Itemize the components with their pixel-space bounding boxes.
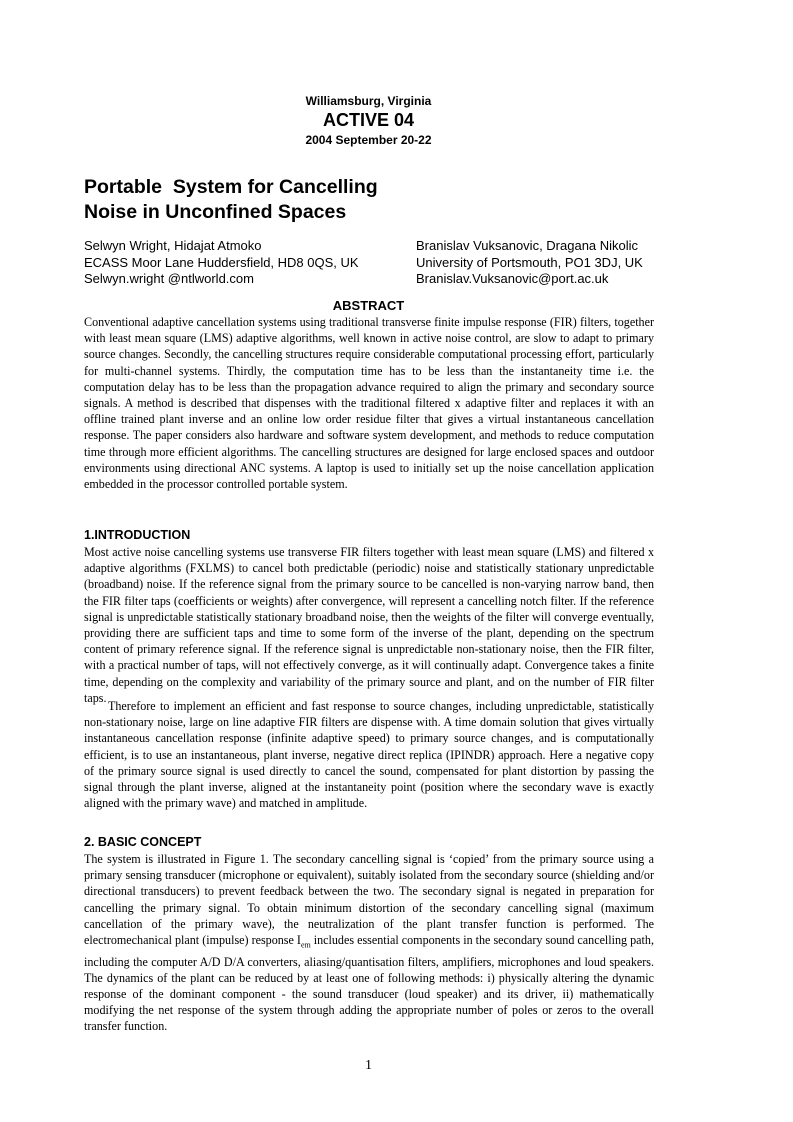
plant-response-subscript: em — [300, 940, 311, 950]
paper-title-line-2: Noise in Unconfined Spaces — [84, 201, 347, 223]
authors-right-block — [416, 238, 643, 288]
author-email-left: Selwyn.wright @ntlworld.com — [84, 271, 254, 286]
paper-title — [84, 175, 378, 225]
paper-title-line-1: Portable System for Cancelling — [84, 176, 378, 198]
author-names-right: Branislav Vuksanovic, Dragana Nikolic — [416, 238, 639, 253]
authors-left-block — [84, 238, 359, 288]
abstract-heading: ABSTRACT — [332, 298, 405, 313]
basic-concept-paragraph — [84, 851, 654, 1035]
basic-concept-text-after: includes essential components in the secondary sound cancelling path, including the computer A/D D/A converters, aliasing/quantisation filters, amplifiers, microphones and loud speakers. The dynamics of the plant can be reduced by at least one of following methods: i) physically altering the dynamic response of the dominant component - the sound transducer (loud speaker) and its driver, ii) mathematically modifying the net response of the system through adding the appropriate number of poles or zeros to the overall transfer function. — [84, 933, 654, 1034]
abstract-text: Conventional adaptive cancellation systems using traditional transverse finite impulse response (FIR) filters, together with least mean square (LMS) adaptive algorithms, well known in active noise control, are slow to adapt to primary source changes. Secondly, the cancelling structures require considerable computational processing effort, particularly for multi-channel systems. Thirdly, the computation time has to be less than the instantaneity time i.e. the computation delay has to be less than the propagation advance required to align the primary and secondary source signals. A method is described that dispenses with the traditional filtered x adaptive filter and replaces it with an offline trained plant inverse and an online low order residue filter that gives a virtual instantaneous cancellation response. The paper considers also hardware and software system development, and methods to reduce computation time through more efficient algorithms. The cancelling structures are designed for large enclosed spaces and outdoor environments using directional ANC systems. A laptop is used to initially set up the noise cancellation application embedded in the processor controlled portable system. — [84, 315, 654, 492]
author-affiliation-left: ECASS Moor Lane Huddersfield, HD8 0QS, UK — [84, 254, 359, 270]
introduction-paragraph-2: Therefore to implement an efficient and fast response to source changes, including unpredictable, statistically non-stationary noise, large on line adaptive FIR filters are dispense with. A time domain solution that gives virtually instantaneous cancellation response (infinite adaptive speed) to primary source changes, and is computationally efficient, is to use an instantaneous, plant inverse, negative direct replica (IPINDR) approach. Here a negative copy of the primary source signal is used directly to cancel the sound, compensated for plant distortion by passing the signal through the plant inverse, aligned at the instantaneity point (position where the secondary wave is exactly aligned with the primary wave) and matched in amplitude. — [84, 699, 654, 811]
conference-name: ACTIVE 04 — [322, 110, 415, 130]
conference-location: Williamsburg, Virginia — [305, 94, 432, 108]
introduction-paragraph-1: Most active noise cancelling systems use transverse FIR filters together with least mean square (LMS) and filtered x adaptive algorithms (FXLMS) to cancel both predictable (periodic) noise and statistically stationary unpredictable (broadband) noise. If the reference signal from the primary source to be cancelled is non-varying narrow band, then the FIR filter taps (coefficients or weights) after convergence, will represent a cancelling notch filter. If the reference signal is unpredictable statistically stationary broadband noise, then the weights of the filter will converge eventually, providing there are sufficient taps and time to some form of the inverse of the plant, depending on the spectrum content of primary reference signal. If the reference signal is unpredictable non-stationary noise, then the FIR filter, with a practical number of taps, will not effectively converge, as it will continually adapt. Convergence takes a finite time, depending on the complexity and variability of the primary source and plant, and on the number of FIR filter taps. — [84, 545, 654, 705]
author-email-right: Branislav.Vuksanovic@port.ac.uk — [416, 271, 609, 286]
basic-concept-text-before: The system is illustrated in Figure 1. The secondary cancelling signal is ‘copied’ from the primary source using a primary sensing transducer (microphone or equivalent), suitably isolated from the secondary source (shielding and/or directional transducers) to prevent feedback between the two. The secondary signal is negated in preparation for cancelling the primary signal. To obtain minimum distortion of the secondary cancelling signal (maximum cancellation of the primary wave), the neutralization of the plant transfer function is performed. The electromechanical plant (impulse) response I — [84, 852, 654, 948]
basic-concept-heading: 2. BASIC CONCEPT — [84, 835, 202, 849]
page-number: 1 — [365, 1058, 372, 1073]
introduction-heading: 1.INTRODUCTION — [84, 528, 191, 542]
conference-date: 2004 September 20-22 — [305, 133, 432, 147]
author-names-left: Selwyn Wright, Hidajat Atmoko — [84, 238, 262, 253]
author-affiliation-right: University of Portsmouth, PO1 3DJ, UK — [416, 254, 643, 270]
